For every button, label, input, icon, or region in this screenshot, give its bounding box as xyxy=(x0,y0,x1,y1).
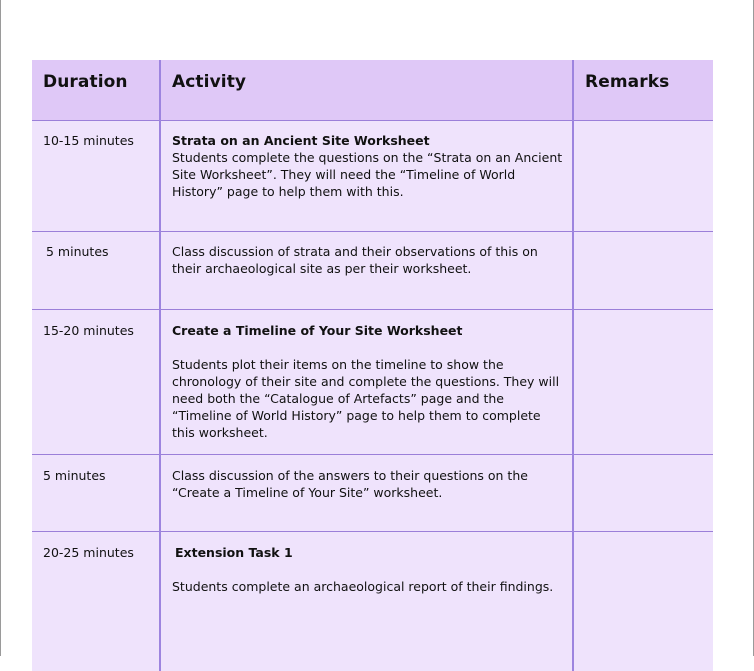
table-row xyxy=(32,231,713,309)
lesson-plan-table xyxy=(32,60,713,671)
activity-title: Strata on an Ancient Site Worksheet xyxy=(172,132,430,148)
activity-text: Class discussion of strata and their observations of this on their archaeological site as per their worksheet. xyxy=(172,243,538,276)
paragraph-spacer xyxy=(172,339,564,356)
activity-title: Create a Timeline of Your Site Worksheet xyxy=(172,322,463,338)
row-remarks-cell xyxy=(573,231,713,309)
row-duration: 5 minutes xyxy=(46,243,109,259)
activity-text: Class discussion of the answers to their questions on the “Create a Timeline of Your Site” worksheet. xyxy=(172,467,528,500)
row-duration-cell xyxy=(32,309,160,454)
row-duration-cell xyxy=(32,531,160,671)
paragraph-spacer xyxy=(172,561,564,578)
row-duration-cell xyxy=(32,454,160,531)
table-body xyxy=(32,120,713,671)
header-activity: Activity xyxy=(160,60,573,120)
lesson-plan-table-container xyxy=(32,60,713,671)
activity-text: Students complete an archaeological report of their findings. xyxy=(172,578,554,594)
row-activity-cell xyxy=(160,531,573,671)
row-remarks-cell xyxy=(573,309,713,454)
header-row xyxy=(32,60,713,120)
activity-text: Students plot their items on the timeline to show the chronology of their site and complete the questions. They will need both the “Catalogue of Artefacts” page and the “Timeline of World History” page to help them to complete this worksheet. xyxy=(172,356,560,440)
row-remarks-cell xyxy=(573,454,713,531)
row-activity-cell xyxy=(160,231,573,309)
row-duration: 5 minutes xyxy=(43,467,106,483)
page-left-edge xyxy=(0,0,1,656)
table-row xyxy=(32,120,713,231)
row-remarks-cell xyxy=(573,120,713,231)
row-duration: 15-20 minutes xyxy=(43,322,134,338)
row-activity-cell xyxy=(160,454,573,531)
row-duration: 10-15 minutes xyxy=(43,132,134,148)
row-activity-cell xyxy=(160,120,573,231)
table-row xyxy=(32,531,713,671)
activity-title: Extension Task 1 xyxy=(175,544,293,560)
row-activity-cell xyxy=(160,309,573,454)
row-duration-cell xyxy=(32,231,160,309)
activity-text: Students complete the questions on the “Strata on an Ancient Site Worksheet”. They will need the “Timeline of World History” page to help them with this. xyxy=(172,149,563,199)
table-row xyxy=(32,309,713,454)
row-duration-cell xyxy=(32,120,160,231)
row-remarks-cell xyxy=(573,531,713,671)
table-row xyxy=(32,454,713,531)
header-duration: Duration xyxy=(32,60,160,120)
table-header xyxy=(32,60,713,120)
header-remarks: Remarks xyxy=(573,60,713,120)
row-duration: 20-25 minutes xyxy=(43,544,134,560)
